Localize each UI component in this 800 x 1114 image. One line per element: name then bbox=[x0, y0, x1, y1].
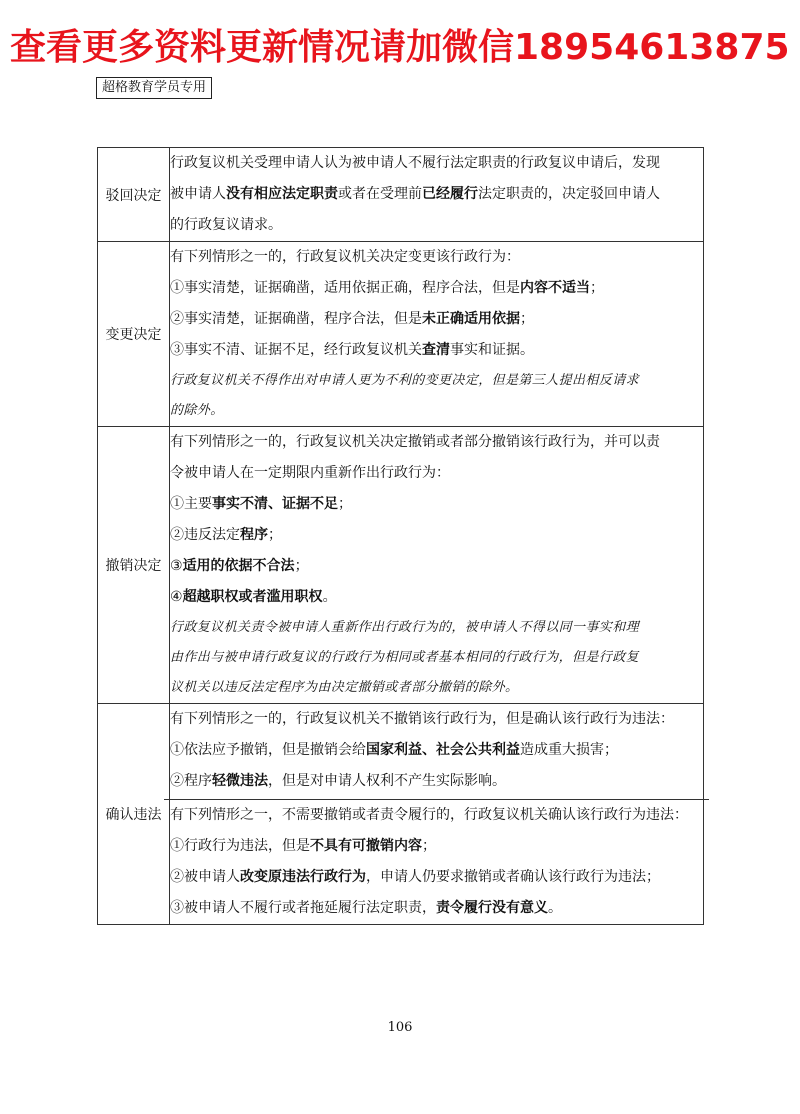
note-line: 由作出与被申请行政复议的行政行为相同或者基本相同的行政行为，但是行政复 bbox=[170, 650, 640, 665]
rule-line bbox=[170, 489, 703, 520]
review-decisions-table bbox=[97, 147, 704, 925]
decision-type-cell: 驳回决定 bbox=[98, 148, 170, 242]
decision-type-cell: 变更决定 bbox=[98, 242, 170, 427]
rule-line bbox=[170, 862, 703, 893]
emphasis-text: 内容不适当 bbox=[520, 280, 590, 296]
emphasis-text: 没有相应法定职责 bbox=[226, 186, 338, 202]
table-row bbox=[98, 242, 704, 427]
table-row bbox=[98, 704, 704, 925]
text-segment: ； bbox=[294, 558, 309, 574]
decision-rules-cell bbox=[170, 427, 704, 704]
emphasis-text: 未正确适用依据 bbox=[422, 311, 520, 327]
text-segment: ②被申请人 bbox=[170, 869, 240, 885]
emphasis-text: 事实不清、证据不足 bbox=[212, 496, 338, 512]
text-segment: ，申请人仍要求撤销或者确认该行政行为违法； bbox=[366, 869, 660, 885]
decision-type-cell: 撤销决定 bbox=[98, 427, 170, 704]
student-only-badge: 超格教育学员专用 bbox=[96, 77, 212, 99]
table-row bbox=[98, 427, 704, 704]
text-segment: ； bbox=[590, 280, 604, 296]
rule-line bbox=[170, 520, 703, 551]
text-segment: ； bbox=[422, 838, 436, 854]
rule-line bbox=[170, 335, 703, 366]
rule-line: 令被申请人在一定期限内重新作出行政行为： bbox=[170, 465, 450, 481]
rule-line bbox=[170, 179, 703, 210]
text-segment: ②违反法定 bbox=[170, 527, 240, 543]
emphasis-text: 改变原违法行政行为 bbox=[240, 869, 366, 885]
emphasis-text: 已经履行 bbox=[422, 186, 478, 202]
text-segment: ； bbox=[268, 527, 282, 543]
text-segment: 事实和证据。 bbox=[450, 342, 534, 358]
text-segment: ③事实不清、证据不足，经行政复议机关 bbox=[170, 342, 422, 358]
rule-line bbox=[170, 582, 703, 613]
note-line: 的除外。 bbox=[170, 403, 224, 418]
text-segment: ； bbox=[338, 496, 352, 512]
text-segment: ③ bbox=[170, 558, 183, 574]
emphasis-text: 程序 bbox=[240, 527, 268, 543]
rule-line: 有下列情形之一，不需要撤销或者责令履行的，行政复议机关确认该行政行为违法： bbox=[164, 799, 709, 831]
text-segment: ①事实清楚，证据确凿，适用依据正确，程序合法，但是 bbox=[170, 280, 520, 296]
text-segment: ①行政行为违法，但是 bbox=[170, 838, 310, 854]
text-segment: ②程序 bbox=[170, 773, 212, 789]
text-segment: 造成重大损害； bbox=[520, 742, 618, 758]
emphasis-text: 超越职权或者滥用职权 bbox=[182, 589, 323, 605]
rule-line bbox=[170, 735, 703, 766]
decision-rules-cell bbox=[170, 704, 704, 925]
text-segment: ①依法应予撤销，但是撤销会给 bbox=[170, 742, 366, 758]
emphasis-text: 责令履行没有意义 bbox=[436, 900, 548, 916]
rule-line: 有下列情形之一的，行政复议机关决定变更该行政行为： bbox=[170, 249, 520, 265]
decision-rules-cell bbox=[170, 242, 704, 427]
text-segment: 法定职责的，决定驳回申请人 bbox=[478, 186, 660, 202]
emphasis-text: 适用的依据不合法 bbox=[182, 558, 295, 574]
decision-type-cell: 确认违法 bbox=[98, 704, 170, 925]
text-segment: 。 bbox=[322, 589, 337, 605]
text-segment: ②事实清楚，证据确凿，程序合法，但是 bbox=[170, 311, 422, 327]
emphasis-text: 国家利益、社会公共利益 bbox=[366, 742, 520, 758]
text-segment: ； bbox=[520, 311, 534, 327]
rule-line: 的行政复议请求。 bbox=[170, 217, 282, 233]
rule-line bbox=[170, 893, 703, 924]
emphasis-text: 查清 bbox=[422, 342, 450, 358]
text-segment: 。 bbox=[548, 900, 562, 916]
text-segment: ④ bbox=[170, 589, 183, 605]
emphasis-text: 轻微违法 bbox=[212, 773, 268, 789]
text-segment: 被申请人 bbox=[170, 186, 226, 202]
page-number: 106 bbox=[387, 1020, 413, 1035]
decision-rules-cell bbox=[170, 148, 704, 242]
rule-line: 有下列情形之一的，行政复议机关决定撤销或者部分撤销该行政行为，并可以责 bbox=[170, 434, 660, 450]
rule-line bbox=[170, 551, 703, 582]
note-line: 行政复议机关责令被申请人重新作出行政行为的，被申请人不得以同一事实和理 bbox=[170, 620, 640, 635]
rule-line bbox=[170, 831, 703, 862]
table-row bbox=[98, 148, 704, 242]
rule-line: 有下列情形之一的，行政复议机关不撤销该行政行为，但是确认该行政行为违法： bbox=[170, 711, 674, 727]
text-segment: ①主要 bbox=[170, 496, 212, 512]
note-line: 议机关以违反法定程序为由决定撤销或者部分撤销的除外。 bbox=[170, 680, 519, 695]
rule-line: 行政复议机关受理申请人认为被申请人不履行法定职责的行政复议申请后，发现 bbox=[170, 155, 660, 171]
note-line: 行政复议机关不得作出对申请人更为不利的变更决定，但是第三人提出相反请求 bbox=[170, 373, 640, 388]
rule-line bbox=[170, 273, 703, 304]
rule-line bbox=[170, 766, 703, 797]
rule-line bbox=[170, 304, 703, 335]
contact-banner: 查看更多资料更新情况请加微信18954613875 bbox=[10, 27, 790, 68]
emphasis-text: 不具有可撤销内容 bbox=[310, 838, 422, 854]
text-segment: 或者在受理前 bbox=[338, 186, 422, 202]
text-segment: ③被申请人不履行或者拖延履行法定职责， bbox=[170, 900, 436, 916]
text-segment: ，但是对申请人权利不产生实际影响。 bbox=[268, 773, 506, 789]
